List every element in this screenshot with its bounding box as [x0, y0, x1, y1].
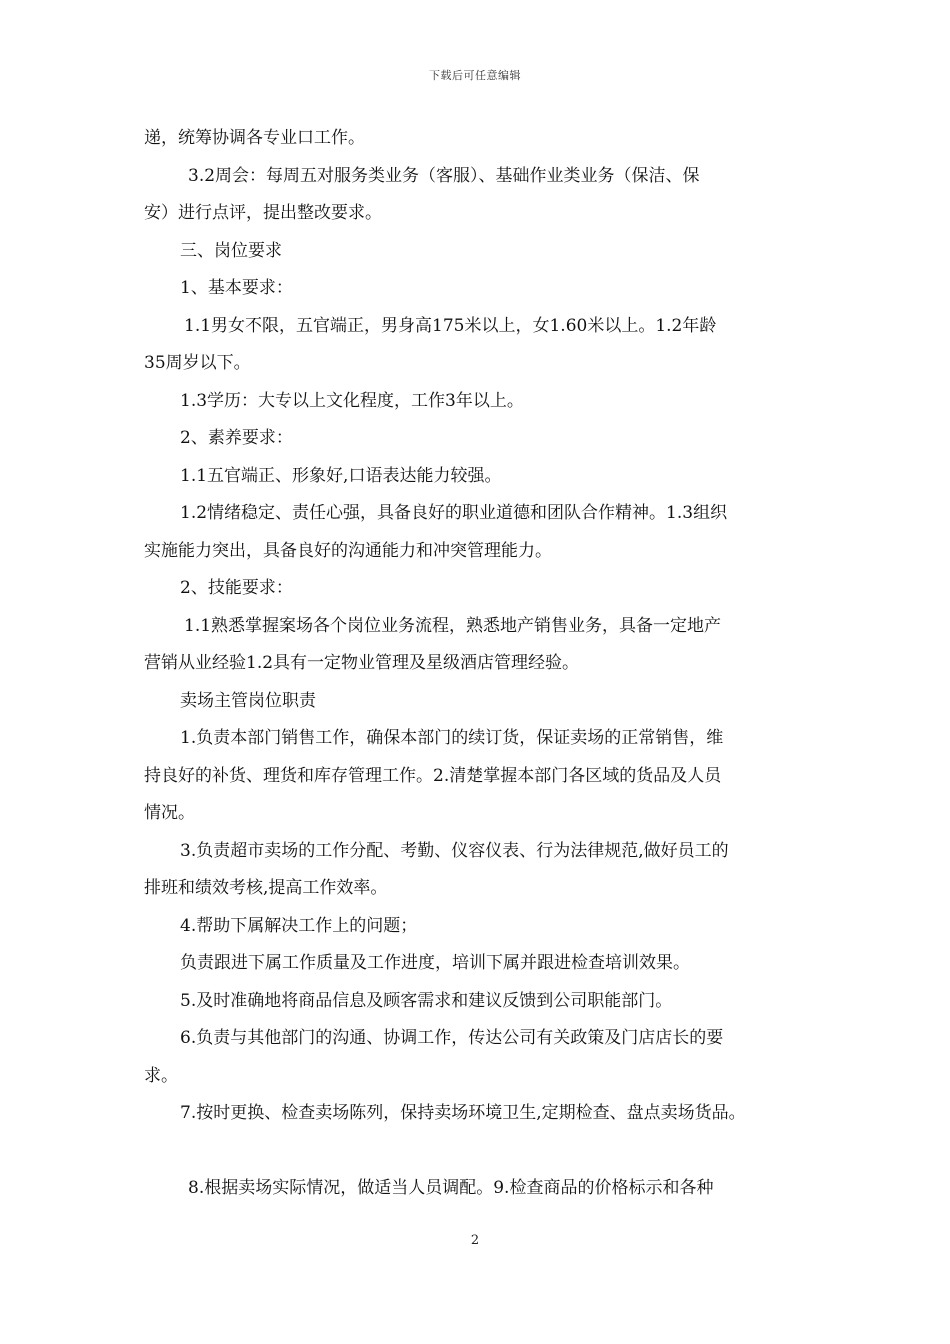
- paragraph-line: 4.帮助下属解决工作上的问题；: [180, 915, 418, 936]
- paragraph-line: 1.1男女不限，五官端正，男身高175米以上，女1.60米以上。1.2年龄: [184, 315, 717, 336]
- paragraph-line: 情况。: [144, 803, 195, 823]
- blank-line: [144, 1133, 814, 1171]
- paragraph-line: 1.2情绪稳定、责任心强，具备良好的职业道德和团队合作精神。1.3组织: [180, 503, 728, 523]
- paragraph-line: 安）进行点评，提出整改要求。: [144, 203, 382, 223]
- paragraph-line: 负责跟进下属工作质量及工作进度，培训下属并跟进检查培训效果。: [180, 953, 690, 973]
- paragraph-line: 5.及时准确地将商品信息及顾客需求和建议反馈到公司职能部门。: [180, 990, 673, 1011]
- paragraph-line: 35周岁以下。: [144, 353, 251, 373]
- paragraph-line: 持良好的补货、理货和库存管理工作。2.清楚掌握本部门各区域的货品及人员: [144, 765, 722, 786]
- document-body: [144, 120, 814, 1208]
- paragraph-line: 8.根据卖场实际情况，做适当人员调配。9.检查商品的价格标示和各种: [188, 1178, 714, 1198]
- paragraph-line: 3.2周会：每周五对服务类业务（客服）、基础作业类业务（保洁、保: [188, 165, 700, 186]
- paragraph-line: 1.3学历：大专以上文化程度，工作3年以上。: [180, 390, 524, 411]
- paragraph-line: 实施能力突出，具备良好的沟通能力和冲突管理能力。: [144, 540, 552, 561]
- paragraph-line: 递，统筹协调各专业口工作。: [144, 128, 365, 148]
- page-header: 下载后可任意编辑: [429, 69, 521, 82]
- paragraph-line: 求。: [144, 1065, 178, 1086]
- paragraph-line: 排班和绩效考核,提高工作效率。: [144, 878, 388, 898]
- section-title: 卖场主管岗位职责: [180, 690, 316, 711]
- section-heading: 三、岗位要求: [180, 240, 282, 261]
- subsection-heading: 2、素养要求：: [180, 428, 293, 448]
- paragraph-line: 1.负责本部门销售工作，确保本部门的续订货，保证卖场的正常销售，维: [180, 728, 724, 748]
- paragraph-line: 1.1五官端正、形象好,口语表达能力较强。: [180, 465, 502, 486]
- subsection-heading: 2、技能要求：: [180, 578, 293, 598]
- paragraph-line: 7.按时更换、检查卖场陈列，保持卖场环境卫生,定期检查、盘点卖场货品。: [180, 1103, 746, 1123]
- paragraph-line: 1.1熟悉掌握案场各个岗位业务流程，熟悉地产销售业务，具备一定地产: [184, 615, 722, 636]
- subsection-heading: 1、基本要求：: [180, 278, 293, 298]
- page-number: 2: [470, 1233, 480, 1248]
- paragraph-line: 3.负责超市卖场的工作分配、考勤、仪容仪表、行为法律规范,做好员工的: [180, 840, 729, 861]
- paragraph-line: 营销从业经验1.2具有一定物业管理及星级酒店管理经验。: [144, 653, 580, 673]
- paragraph-line: 6.负责与其他部门的沟通、协调工作，传达公司有关政策及门店店长的要: [180, 1028, 724, 1048]
